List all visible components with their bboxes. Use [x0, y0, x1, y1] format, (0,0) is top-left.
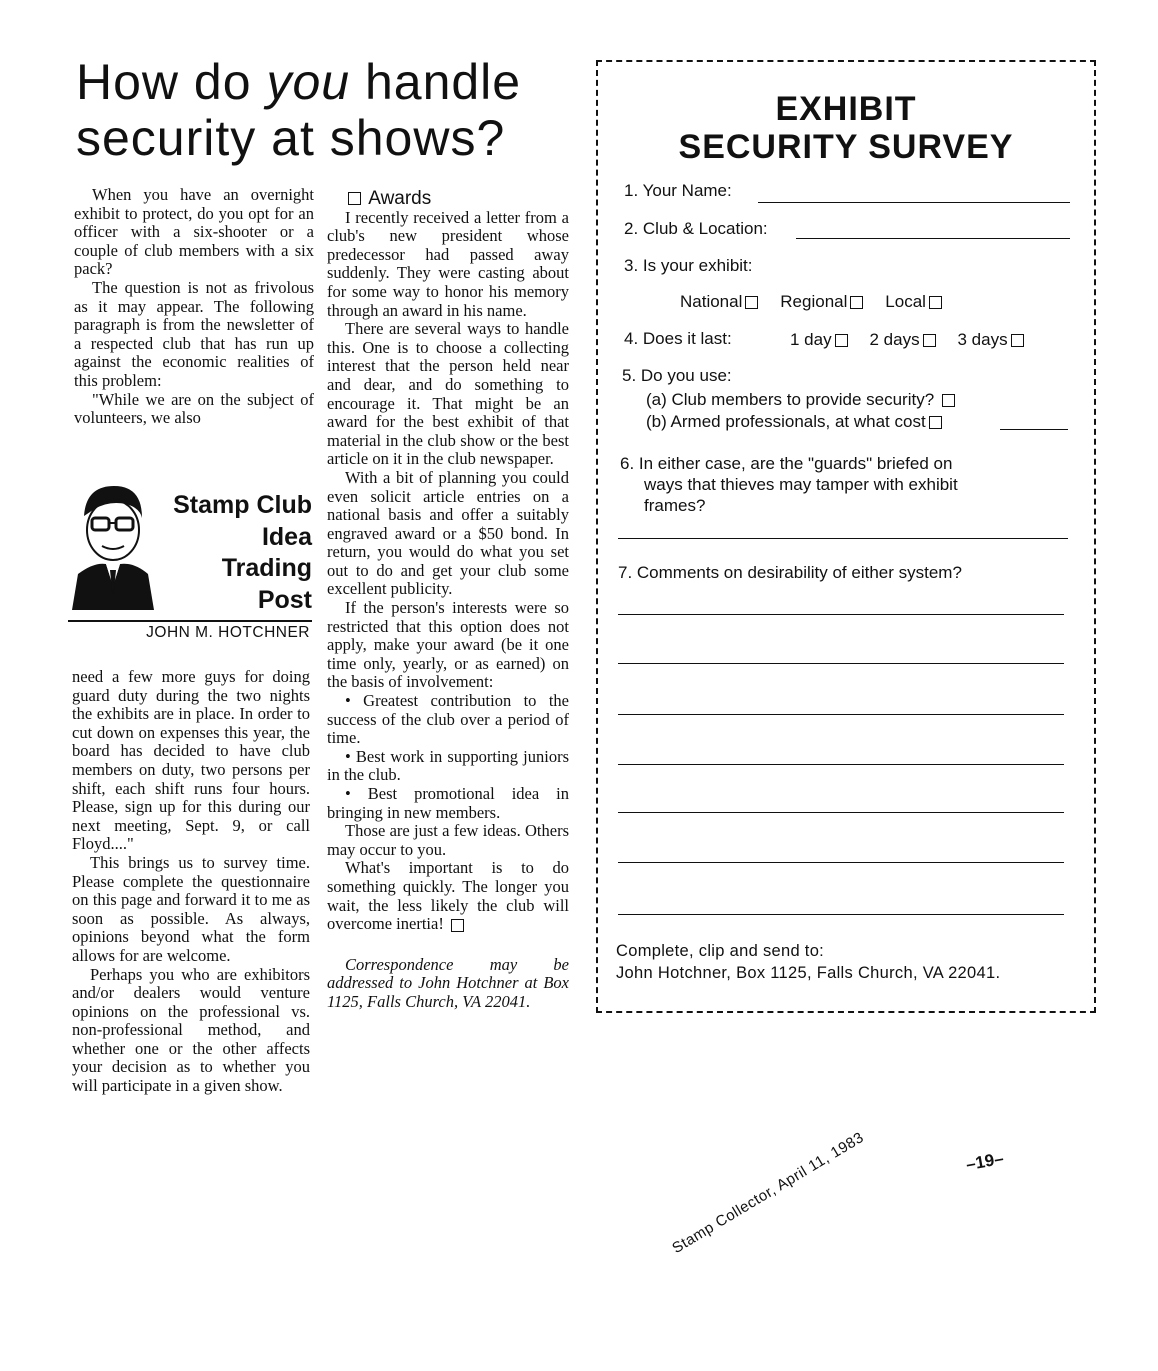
paragraph: When you have an overnight exhibit to protect, do you opt for an officer with a six-shooter or a couple of club members with a six pack?: [74, 185, 314, 279]
comment-line[interactable]: [618, 862, 1064, 863]
paragraph: • Best work in supporting juniors in the club.: [327, 746, 569, 785]
paragraph: I recently received a letter from a club's new president whose predecessor had passed away suddenly. They were casting about for some way to honor his memory through an award in his name.: [327, 207, 569, 320]
paragraph: There are several ways to handle this. One is to choose a collecting interest that the person held near and dear, and do something to encourage it. That might be an award for the best exhibit of that material in the club show or the best article on it in the club newspaper.: [327, 319, 569, 469]
publication-credit: Stamp Collector, April 11, 1983: [669, 1128, 867, 1257]
local-checkbox[interactable]: [929, 296, 942, 309]
author-byline: JOHN M. HOTCHNER: [146, 624, 310, 641]
armed-professionals-checkbox[interactable]: [929, 416, 942, 429]
paragraph: Perhaps you who are exhibitors and/or dealers would venture opinions on the professional vs. non-professional method, and whether one or the other affects your decision as to whether you will participate in a given show.: [72, 964, 310, 1096]
duration-options: 1 day 2 days 3 days: [790, 330, 1027, 350]
option-armed-professionals: (b) Armed professionals, at what cost: [646, 411, 945, 432]
cost-field[interactable]: [1000, 429, 1068, 430]
section-heading: Awards: [327, 190, 569, 209]
paragraph: What's important is to do something quickly. The longer you wait, the less likely the club will overcome inertia!: [327, 858, 569, 934]
column-name: Stamp Club Idea Trading Post: [173, 491, 312, 614]
question-security-type: 5. Do you use:: [622, 366, 732, 385]
two-days-checkbox[interactable]: [923, 334, 936, 347]
paragraph: • Best promotional idea in bringing in new members.: [327, 784, 569, 822]
paragraph: need a few more guys for doing guard duty during the two nights the exhibits are in place. In order to cut down on expenses this year, the board has decided to have club members on duty, two persons per shift, each shift runs four hours. Please, sign up for this during our next meeting, Sept. 9, or call Floyd....": [72, 667, 310, 854]
question-briefing: 6. In either case, are the "guards" briefed on ways that thieves may tamper with exhibit frames?: [620, 454, 958, 515]
headline: How do you handle security at shows?: [76, 54, 522, 166]
comment-line[interactable]: [618, 914, 1064, 915]
survey-form: [596, 60, 1096, 1013]
paragraph: With a bit of planning you could even solicit article entries on a national basis and offer a suitably engraved award or a $50 bond. In return, you would do what you set out to do and get your club some excellent publicity.: [327, 467, 569, 599]
comment-line[interactable]: [618, 812, 1064, 813]
article-column-1-bottom: [72, 668, 310, 1096]
paragraph: • Greatest contribution to the success of the club over a period of time.: [327, 691, 569, 748]
three-days-checkbox[interactable]: [1011, 334, 1024, 347]
comment-line[interactable]: [618, 663, 1064, 664]
question-club: 2. Club & Location:: [624, 219, 768, 238]
question-duration: 4. Does it last:: [624, 329, 732, 348]
regional-checkbox[interactable]: [850, 296, 863, 309]
question-comments: 7. Comments on desirability of either system?: [618, 563, 962, 582]
checkbox-icon: [348, 192, 361, 205]
article-column-1-top: [74, 186, 314, 428]
exhibit-level-options: National Regional Local: [680, 292, 945, 312]
question-name: 1. Your Name:: [624, 181, 732, 200]
paragraph: This brings us to survey time. Please complete the questionnaire on this page and forward it to me as soon as possible. As always, opinions beyond what the form allows for are welcome.: [72, 852, 310, 965]
comment-line[interactable]: [618, 614, 1064, 615]
byline-rule: [68, 620, 312, 622]
paragraph: "While we are on the subject of volunteers, we also: [74, 389, 314, 428]
club-members-checkbox[interactable]: [942, 394, 955, 407]
paragraph: Those are just a few ideas. Others may occur to you.: [327, 821, 569, 859]
comment-line[interactable]: [618, 714, 1064, 715]
option-club-members: (a) Club members to provide security?: [646, 389, 958, 410]
mailing-instructions: Complete, clip and send to: John Hotchner, Box 1125, Falls Church, VA 22041.: [616, 942, 1001, 982]
one-day-checkbox[interactable]: [835, 334, 848, 347]
survey-title: EXHIBIT SECURITY SURVEY: [678, 90, 1014, 166]
comment-line[interactable]: [618, 764, 1064, 765]
paragraph: If the person's interests were so restricted that this option does not apply, make your award (be it one time only, yearly, or as earned) on the basis of involvement:: [327, 598, 569, 692]
briefing-answer-line[interactable]: [618, 538, 1068, 539]
paragraph: The question is not as frivolous as it may appear. The following paragraph is from the newsletter of a respected club that has run up against the economic realities of this problem:: [74, 277, 314, 390]
question-exhibit-level: 3. Is your exhibit:: [624, 256, 753, 275]
end-mark-icon: [451, 919, 464, 932]
column-logo: [66, 478, 314, 648]
club-location-field[interactable]: [796, 238, 1070, 239]
national-checkbox[interactable]: [745, 296, 758, 309]
name-field[interactable]: [758, 202, 1070, 203]
article-column-2: [327, 190, 569, 1012]
correspondence-note: Correspondence may be addressed to John Hotchner at Box 1125, Falls Church, VA 22041.: [327, 954, 569, 1011]
page-number: –19–: [964, 1148, 1006, 1175]
author-portrait-icon: [66, 478, 156, 610]
